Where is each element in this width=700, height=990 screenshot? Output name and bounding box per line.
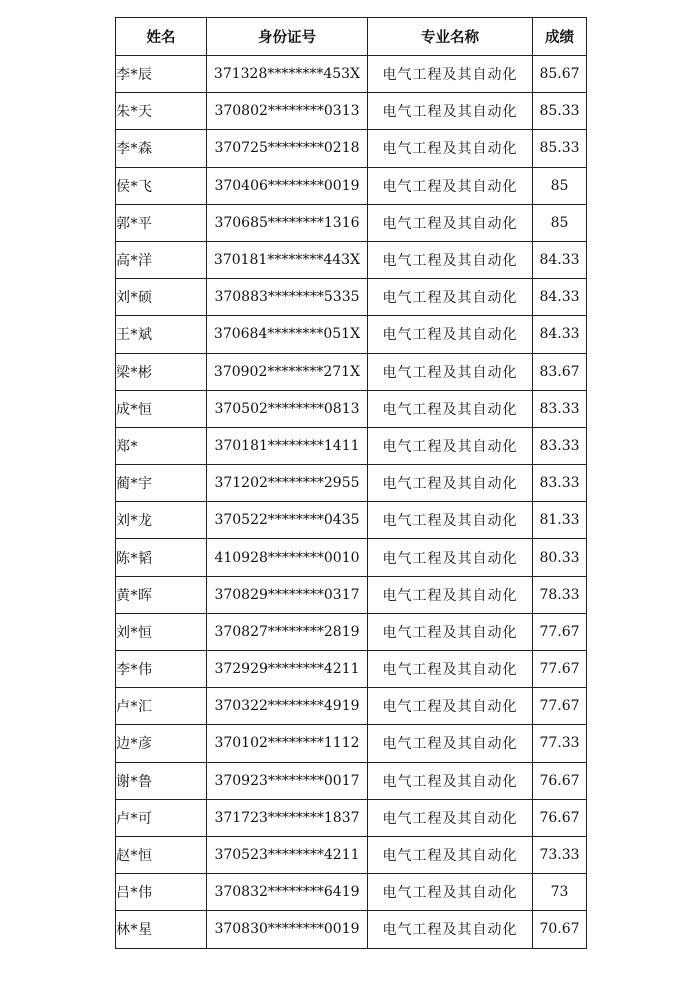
cell-major: 电气工程及其自动化	[368, 167, 533, 204]
cell-score: 76.67	[533, 762, 587, 799]
cell-id-number: 372929********4211	[207, 651, 368, 688]
cell-major: 电气工程及其自动化	[368, 241, 533, 278]
cell-id-number: 370523********4211	[207, 836, 368, 873]
table-row	[116, 911, 587, 948]
header-name: 姓名	[116, 18, 207, 56]
cell-score: 73.33	[533, 836, 587, 873]
cell-major: 电气工程及其自动化	[368, 725, 533, 762]
table-row	[116, 316, 587, 353]
cell-score: 77.33	[533, 725, 587, 762]
cell-score: 77.67	[533, 651, 587, 688]
cell-score: 84.33	[533, 279, 587, 316]
cell-name: 高*洋	[116, 241, 207, 278]
cell-name: 刘*龙	[116, 502, 207, 539]
cell-id-number: 370181********1411	[207, 427, 368, 464]
cell-score: 80.33	[533, 539, 587, 576]
header-id-number: 身份证号	[207, 18, 368, 56]
cell-major: 电气工程及其自动化	[368, 390, 533, 427]
cell-name: 朱*天	[116, 93, 207, 130]
table-row	[116, 353, 587, 390]
cell-major: 电气工程及其自动化	[368, 56, 533, 93]
cell-name: 梁*彬	[116, 353, 207, 390]
cell-id-number: 370830********0019	[207, 911, 368, 948]
cell-name: 侯*飞	[116, 167, 207, 204]
cell-id-number: 370522********0435	[207, 502, 368, 539]
cell-name: 陈*韬	[116, 539, 207, 576]
cell-major: 电气工程及其自动化	[368, 688, 533, 725]
table-row	[116, 390, 587, 427]
cell-id-number: 370802********0313	[207, 93, 368, 130]
cell-score: 73	[533, 874, 587, 911]
cell-name: 刘*恒	[116, 613, 207, 650]
cell-id-number: 370827********2819	[207, 613, 368, 650]
cell-id-number: 370725********0218	[207, 130, 368, 167]
cell-id-number: 370685********1316	[207, 204, 368, 241]
cell-major: 电气工程及其自动化	[368, 762, 533, 799]
cell-name: 林*星	[116, 911, 207, 948]
cell-score: 81.33	[533, 502, 587, 539]
cell-major: 电气工程及其自动化	[368, 651, 533, 688]
table-header	[116, 18, 587, 56]
cell-major: 电气工程及其自动化	[368, 576, 533, 613]
cell-major: 电气工程及其自动化	[368, 465, 533, 502]
cell-id-number: 370502********0813	[207, 390, 368, 427]
cell-name: 刘*硕	[116, 279, 207, 316]
cell-id-number: 371202********2955	[207, 465, 368, 502]
table-row	[116, 576, 587, 613]
score-table	[115, 17, 587, 949]
table-body	[116, 56, 587, 949]
table-row	[116, 241, 587, 278]
cell-name: 李*森	[116, 130, 207, 167]
cell-major: 电气工程及其自动化	[368, 353, 533, 390]
table-row	[116, 613, 587, 650]
header-major: 专业名称	[368, 18, 533, 56]
table-row	[116, 204, 587, 241]
cell-name: 卢*汇	[116, 688, 207, 725]
cell-name: 蔺*宇	[116, 465, 207, 502]
cell-id-number: 370684********051X	[207, 316, 368, 353]
header-score: 成绩	[533, 18, 587, 56]
table-row	[116, 762, 587, 799]
cell-id-number: 370406********0019	[207, 167, 368, 204]
table-row	[116, 725, 587, 762]
cell-name: 郑*	[116, 427, 207, 464]
cell-major: 电气工程及其自动化	[368, 93, 533, 130]
cell-id-number: 370322********4919	[207, 688, 368, 725]
cell-major: 电气工程及其自动化	[368, 502, 533, 539]
table-row	[116, 427, 587, 464]
table-row	[116, 56, 587, 93]
cell-name: 黄*晖	[116, 576, 207, 613]
cell-score: 83.33	[533, 390, 587, 427]
cell-name: 卢*可	[116, 799, 207, 836]
cell-score: 76.67	[533, 799, 587, 836]
cell-score: 85	[533, 204, 587, 241]
cell-major: 电气工程及其自动化	[368, 204, 533, 241]
cell-score: 78.33	[533, 576, 587, 613]
cell-id-number: 371328********453X	[207, 56, 368, 93]
cell-name: 李*伟	[116, 651, 207, 688]
cell-name: 谢*鲁	[116, 762, 207, 799]
cell-score: 85.67	[533, 56, 587, 93]
cell-major: 电气工程及其自动化	[368, 613, 533, 650]
cell-id-number: 370923********0017	[207, 762, 368, 799]
cell-major: 电气工程及其自动化	[368, 316, 533, 353]
cell-id-number: 371723********1837	[207, 799, 368, 836]
cell-major: 电气工程及其自动化	[368, 539, 533, 576]
table-row	[116, 465, 587, 502]
table-row	[116, 651, 587, 688]
cell-score: 70.67	[533, 911, 587, 948]
cell-name: 成*恒	[116, 390, 207, 427]
header-row	[116, 18, 587, 56]
table-row	[116, 874, 587, 911]
cell-score: 85	[533, 167, 587, 204]
table-row	[116, 93, 587, 130]
cell-name: 郭*平	[116, 204, 207, 241]
table-row	[116, 799, 587, 836]
cell-id-number: 370829********0317	[207, 576, 368, 613]
cell-major: 电气工程及其自动化	[368, 799, 533, 836]
cell-score: 84.33	[533, 241, 587, 278]
cell-id-number: 370181********443X	[207, 241, 368, 278]
cell-id-number: 410928********0010	[207, 539, 368, 576]
cell-id-number: 370902********271X	[207, 353, 368, 390]
cell-name: 边*彦	[116, 725, 207, 762]
cell-score: 77.67	[533, 613, 587, 650]
cell-score: 84.33	[533, 316, 587, 353]
cell-name: 李*辰	[116, 56, 207, 93]
cell-major: 电气工程及其自动化	[368, 874, 533, 911]
cell-name: 吕*伟	[116, 874, 207, 911]
table-row	[116, 539, 587, 576]
cell-major: 电气工程及其自动化	[368, 427, 533, 464]
cell-score: 83.67	[533, 353, 587, 390]
cell-score: 83.33	[533, 427, 587, 464]
cell-major: 电气工程及其自动化	[368, 279, 533, 316]
cell-id-number: 370883********5335	[207, 279, 368, 316]
cell-name: 赵*恒	[116, 836, 207, 873]
cell-score: 77.67	[533, 688, 587, 725]
cell-id-number: 370832********6419	[207, 874, 368, 911]
table-row	[116, 688, 587, 725]
table-row	[116, 279, 587, 316]
cell-score: 85.33	[533, 130, 587, 167]
cell-major: 电气工程及其自动化	[368, 836, 533, 873]
cell-id-number: 370102********1112	[207, 725, 368, 762]
cell-score: 85.33	[533, 93, 587, 130]
table-row	[116, 167, 587, 204]
table-row	[116, 836, 587, 873]
cell-major: 电气工程及其自动化	[368, 911, 533, 948]
table-row	[116, 130, 587, 167]
cell-name: 王*斌	[116, 316, 207, 353]
cell-major: 电气工程及其自动化	[368, 130, 533, 167]
cell-score: 83.33	[533, 465, 587, 502]
table-row	[116, 502, 587, 539]
